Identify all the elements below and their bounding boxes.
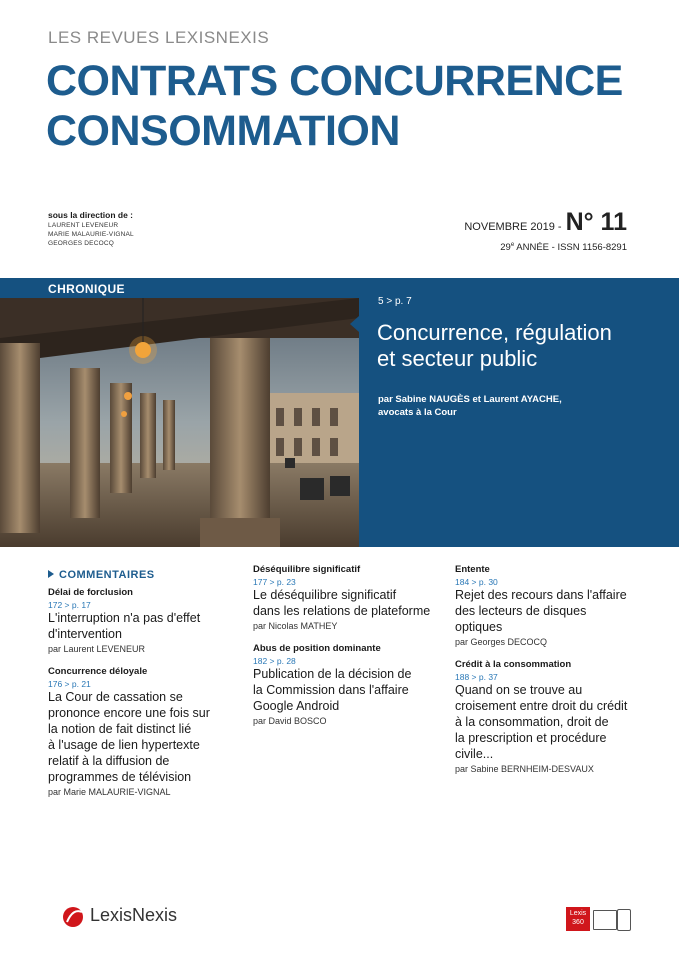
article-title-line: à la consommation, droit de: [455, 715, 609, 729]
article-item: [253, 564, 448, 631]
article-title-line: Quand on se trouve au: [455, 683, 583, 697]
chronique-authors-role: avocats à la Cour: [378, 407, 457, 418]
chronique-tag-label: CHRONIQUE: [48, 282, 125, 296]
article-title-line: relatif à la diffusion de: [48, 754, 170, 768]
journal-title-line2: CONSOMMATION: [46, 107, 400, 155]
badge-label: Lexis: [569, 910, 587, 917]
chronique-ref: 5 > p. 7: [378, 296, 412, 307]
article-title-line: à l'usage de lien hypertexte: [48, 738, 200, 752]
article-author: par Laurent LEVENEUR: [48, 644, 146, 654]
article-item: [253, 643, 448, 726]
commentaires-column-3: [455, 564, 655, 774]
article-title-line: d'intervention: [48, 627, 122, 641]
issue-date: NOVEMBRE 2019 -: [464, 221, 562, 233]
issue-year-suffix: e: [510, 242, 515, 248]
lexisnexis-logo-icon: [62, 906, 86, 933]
article-ref: 182 > p. 28: [253, 656, 296, 666]
issue-number: N° 11: [565, 208, 627, 236]
article-title-line: Publication de la décision de: [253, 667, 412, 681]
article-title-line: la notion de fait distinct lié: [48, 722, 192, 736]
badge-label: 360: [572, 919, 584, 926]
article-item: [455, 564, 655, 647]
article-item: [48, 666, 243, 797]
publisher-name: LexisNexis: [90, 905, 178, 925]
article-title-line: Google Android: [253, 699, 340, 713]
article-title-line: des lecteurs de disques: [455, 604, 587, 618]
chronique-title-line1: Concurrence, régulation: [377, 320, 612, 345]
direction-label: sous la direction de :: [48, 210, 134, 220]
article-category: Crédit à la consommation: [455, 659, 572, 670]
commentaires-heading: [48, 565, 155, 583]
issue-year-rest: ANNÉE - ISSN 1156-8291: [514, 242, 627, 254]
article-category: Abus de position dominante: [253, 643, 381, 654]
article-category: Entente: [455, 564, 490, 575]
article-title-line: prononce encore une fois sur: [48, 706, 210, 720]
cover-photo: [0, 298, 359, 547]
article-ref: 176 > p. 21: [48, 679, 91, 689]
article-title-line: Rejet des recours dans l'affaire: [455, 588, 627, 602]
chronique-title-line2: et secteur public: [377, 346, 538, 371]
tablet-device-icon: [617, 909, 631, 931]
article-item: [455, 659, 655, 774]
article-title-line: la prescription et procédure: [455, 731, 607, 745]
article-ref: 172 > p. 17: [48, 600, 91, 610]
article-title-line: optiques: [455, 620, 503, 634]
chronique-tag: [48, 278, 360, 298]
desktop-device-icon: [593, 910, 617, 930]
article-title-line: programmes de télévision: [48, 770, 192, 784]
article-title-line: civile...: [455, 747, 494, 761]
article-author: par Nicolas MATHEY: [253, 621, 338, 631]
commentaires-heading-label: COMMENTAIRES: [59, 569, 155, 581]
article-ref: 188 > p. 37: [455, 672, 498, 682]
director-name: GEORGES DECOCQ: [48, 240, 115, 247]
issue-year-number: 29: [500, 242, 511, 254]
article-title-line: Le déséquilibre significatif: [253, 588, 397, 602]
article-author: par Marie MALAURIE-VIGNAL: [48, 787, 171, 797]
article-category: Concurrence déloyale: [48, 666, 148, 677]
chronique-authors: par Sabine NAUGÈS et Laurent AYACHE,: [378, 394, 562, 405]
series-name: LES REVUES LEXISNEXIS: [48, 28, 270, 47]
article-author: par Sabine BERNHEIM-DESVAUX: [455, 764, 594, 774]
article-title-line: La Cour de cassation se: [48, 690, 183, 704]
article-title-line: dans les relations de plateforme: [253, 604, 431, 618]
article-title-line: L'interruption n'a pas d'effet: [48, 611, 201, 625]
issue-line: [464, 208, 627, 237]
lexis360-badge: [566, 907, 590, 931]
article-title-line: croisement entre droit du crédit: [455, 699, 628, 713]
director-name: MARIE MALAURIE-VIGNAL: [48, 231, 134, 238]
commentaires-column-2: [253, 564, 448, 726]
article-category: Déséquilibre significatif: [253, 564, 361, 575]
journal-title-line1: CONTRATS CONCURRENCE: [46, 57, 623, 105]
director-name: LAURENT LEVENEUR: [48, 222, 119, 229]
article-item: [48, 587, 243, 654]
article-category: Délai de forclusion: [48, 587, 133, 598]
article-title-line: la Commission dans l'affaire: [253, 683, 409, 697]
article-author: par Georges DECOCQ: [455, 637, 548, 647]
article-ref: 184 > p. 30: [455, 577, 498, 587]
commentaires-column-1: [48, 587, 243, 797]
triangle-icon: [48, 570, 54, 578]
article-author: par David BOSCO: [253, 716, 327, 726]
band-notch: [350, 316, 359, 332]
article-ref: 177 > p. 23: [253, 577, 296, 587]
issue-year-issn: [500, 242, 627, 253]
